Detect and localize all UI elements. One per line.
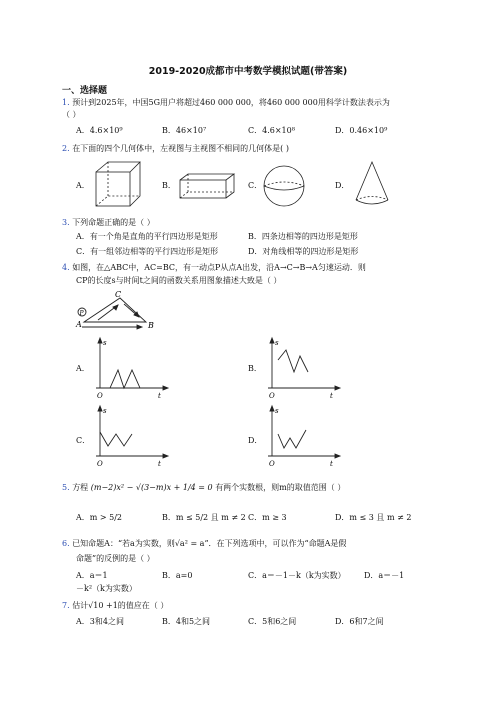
question-text-line1: 如图，在△ABC中，AC=BC，有一动点P从点A出发，沿A→C→B→A匀速运动．则 xyxy=(72,263,366,272)
option-d: D．对角线相等的四边形是矩形 xyxy=(248,247,359,256)
page-title: 2019-2020成都市中考数学模拟试题(带答案) xyxy=(148,66,348,77)
option-a: A．4.6×10⁹ xyxy=(76,126,123,135)
option-c-label: C． xyxy=(248,181,263,190)
option-d-continued: －k²（k为实数） xyxy=(76,584,137,593)
question-text: 在下面的四个几何体中，左视图与主视图不相同的几何体是( ) xyxy=(72,144,289,153)
origin-label: O xyxy=(269,460,275,468)
origin-label: O xyxy=(269,392,275,400)
option-d: D．a＝－1 xyxy=(364,571,405,580)
graph-d-label: D． xyxy=(248,436,263,445)
origin-label: O xyxy=(97,460,103,468)
option-c: C．有一组邻边相等的平行四边形是矩形 xyxy=(76,247,219,256)
axis-t-label: t xyxy=(158,392,161,400)
triangle-figure xyxy=(76,290,166,335)
graph-b xyxy=(266,336,346,402)
question-number: 3. xyxy=(62,218,70,227)
option-c: C．m ≥ 3 xyxy=(248,513,287,522)
question-number: 1. xyxy=(62,98,70,107)
option-b-label: B． xyxy=(162,181,176,190)
axis-s-label: s xyxy=(103,407,107,415)
question-2 xyxy=(62,143,289,154)
option-d-label: D． xyxy=(335,181,350,190)
question-text: 下列命题正确的是（ ） xyxy=(72,218,155,227)
axis-t-label: t xyxy=(330,460,333,468)
equation: (m−2)x² − √(3−m)x + 1/4 = 0 xyxy=(90,483,213,492)
option-d: D．m ≤ 3 且 m ≠ 2 xyxy=(335,513,412,522)
option-d: D．6和7之间 xyxy=(335,617,384,626)
question-6 xyxy=(62,538,346,549)
option-b: B．4和5之间 xyxy=(162,617,211,626)
question-7 xyxy=(62,600,168,611)
axis-t-label: t xyxy=(330,392,333,400)
axis-s-label: s xyxy=(275,407,279,415)
option-a: A．a＝1 xyxy=(76,571,108,580)
sphere-figure xyxy=(262,164,306,208)
point-p-label: P xyxy=(79,310,84,317)
graph-a xyxy=(94,336,174,402)
question-number: 7. xyxy=(62,601,70,610)
question-prefix: 方程 xyxy=(72,483,89,492)
graph-d xyxy=(266,404,346,470)
question-4 xyxy=(62,262,366,273)
question-text-line2: 命题”的反例的是（ ） xyxy=(76,554,155,563)
cone-figure xyxy=(352,160,392,210)
origin-label: O xyxy=(97,392,103,400)
graph-c xyxy=(94,404,174,470)
question-text-line1: 已知命题A：“若a为实数，则√a² = a”．在下列选项中，可以作为“命题A是假 xyxy=(72,539,347,548)
option-a-label: A． xyxy=(76,181,90,190)
option-a: A．m > 5/2 xyxy=(76,513,123,522)
question-text: 预计到2025年，中国5G用户将超过460 000 000，将460 000 000用科学计数法表示为 xyxy=(72,98,390,107)
question-number: 2. xyxy=(62,144,70,153)
answer-bracket: （ ） xyxy=(62,110,81,119)
graph-c-label: C． xyxy=(76,436,91,445)
option-a: A．有一个角是直角的平行四边形是矩形 xyxy=(76,232,218,241)
option-c: C．5和6之间 xyxy=(248,617,297,626)
option-d: D．0.46×10⁹ xyxy=(335,126,388,135)
option-b: B．四条边相等的四边形是矩形 xyxy=(248,232,358,241)
question-5 xyxy=(62,482,345,493)
option-b: B．a=0 xyxy=(162,571,193,580)
question-3 xyxy=(62,217,155,228)
section-heading: 一、选择题 xyxy=(62,86,108,96)
question-text: 估计√10 +1的值应在（ ） xyxy=(72,601,169,610)
question-suffix: 有两个实数根，则m的取值范围（ ） xyxy=(215,483,346,492)
option-b: B．m ≤ 5/2 且 m ≠ 2 xyxy=(162,513,246,522)
question-text-line2: CP的长度s与时间t之间的函数关系用图象描述大致是（ ） xyxy=(76,276,282,285)
question-number: 5. xyxy=(62,483,70,492)
axis-t-label: t xyxy=(158,460,161,468)
axis-s-label: s xyxy=(103,339,107,347)
cuboid-figure xyxy=(178,172,238,202)
option-a: A．3和4之间 xyxy=(76,617,124,626)
axis-s-label: s xyxy=(275,339,279,347)
option-c: C．4.6×10⁸ xyxy=(248,126,295,135)
vertex-b-label: B xyxy=(148,321,154,330)
option-b: B．46×10⁷ xyxy=(162,126,207,135)
cube-figure xyxy=(94,160,144,210)
graph-a-label: A． xyxy=(76,364,90,373)
question-1 xyxy=(62,97,390,108)
option-c: C．a＝－1－k（k为实数） xyxy=(248,571,346,580)
question-number: 6. xyxy=(62,539,70,548)
graph-b-label: B． xyxy=(248,364,262,373)
question-number: 4. xyxy=(62,263,70,272)
vertex-a-label: A xyxy=(76,320,82,329)
vertex-c-label: C xyxy=(115,290,122,299)
